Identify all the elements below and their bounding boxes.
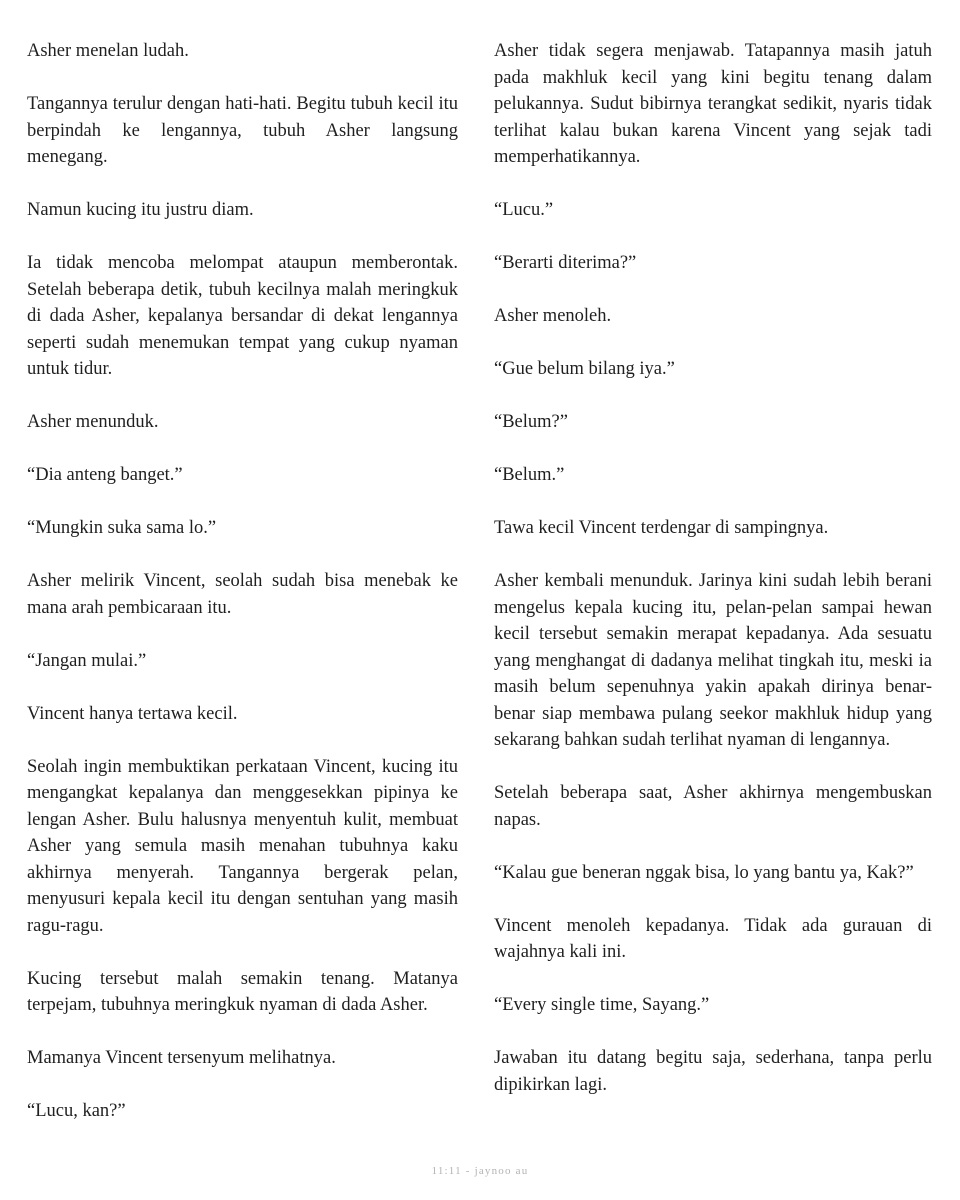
- paragraph: Setelah beberapa saat, Asher akhirnya mengembuskan napas.: [494, 783, 932, 830]
- paragraph: “Lucu.”: [494, 200, 554, 220]
- paragraph: Asher menunduk.: [27, 412, 159, 432]
- paragraph: Vincent menoleh kepadanya. Tidak ada gurauan di wajahnya kali ini.: [494, 915, 932, 962]
- paragraph: Tangannya terulur dengan hati-hati. Begitu tubuh kecil itu berpindah ke lengannya, tubuh Asher langsung menegang.: [27, 94, 458, 167]
- paragraph: “Mungkin suka sama lo.”: [27, 518, 217, 538]
- paragraph: “Every single time, Sayang.”: [494, 995, 710, 1015]
- page-footer: 11:11 - jaynoo au: [431, 1165, 529, 1177]
- paragraph: Ia tidak mencoba melompat ataupun memberontak. Setelah beberapa detik, tubuh kecilnya malah meringkuk di dada Asher, kepalanya bersandar di dekat lengannya seperti sudah menemukan tempat yang cukup nyaman untuk tidur.: [27, 253, 458, 379]
- paragraph: Asher menoleh.: [494, 306, 612, 326]
- paragraph: Kucing tersebut malah semakin tenang. Matanya terpejam, tubuhnya meringkuk nyaman di dada Asher.: [27, 968, 458, 1015]
- paragraph: “Lucu, kan?”: [27, 1101, 126, 1121]
- paragraph: Asher kembali menunduk. Jarinya kini sudah lebih berani mengelus kepala kucing itu, pelan-pelan sampai hewan kecil tersebut semakin merapat kepadanya. Ada sesuatu yang menghangat di dadanya melihat tingkah itu, meski ia masih belum sepenuhnya yakin apakah dirinya benar-benar siap membawa pulang seekor makhluk hidup yang sekarang bahkan sudah terlihat nyaman di lengannya.: [494, 571, 932, 750]
- paragraph: “Berarti diterima?”: [494, 253, 637, 273]
- paragraph: Mamanya Vincent tersenyum melihatnya.: [27, 1048, 336, 1068]
- paragraph: Seolah ingin membuktikan perkataan Vincent, kucing itu mengangkat kepalanya dan menggesekkan pipinya ke lengan Asher. Bulu halusnya menyentuh kulit, membuat Asher yang semula masih menahan tubuhnya kaku akhirnya menyerah. Tangannya bergerak pelan, menyusuri kepala kecil itu dengan sentuhan yang masih ragu-ragu.: [27, 756, 458, 936]
- paragraph: Asher menelan ludah.: [27, 41, 189, 61]
- right-column: [494, 38, 932, 1125]
- paragraph: Asher melirik Vincent, seolah sudah bisa menebak ke mana arah pembicaraan itu.: [27, 571, 458, 618]
- paragraph: Asher tidak segera menjawab. Tatapannya masih jatuh pada makhluk kecil yang kini begitu tenang dalam pelukannya. Sudut bibirnya terangkat sedikit, nyaris tidak terlihat kalau bukan karena Vincent yang sejak tadi memperhatikannya.: [494, 41, 932, 167]
- paragraph: “Belum?”: [494, 412, 568, 432]
- paragraph: Tawa kecil Vincent terdengar di sampingnya.: [494, 518, 829, 538]
- paragraph: “Dia anteng banget.”: [27, 465, 183, 485]
- paragraph: “Jangan mulai.”: [27, 650, 147, 671]
- paragraph: Namun kucing itu justru diam.: [27, 200, 254, 220]
- paragraph: Vincent hanya tertawa kecil.: [27, 703, 238, 724]
- paragraph: “Kalau gue beneran nggak bisa, lo yang bantu ya, Kak?”: [494, 862, 914, 883]
- paragraph: Jawaban itu datang begitu saja, sederhana, tanpa perlu dipikirkan lagi.: [494, 1048, 932, 1095]
- left-column: [27, 38, 458, 1151]
- paragraph: “Gue belum bilang iya.”: [494, 359, 675, 379]
- paragraph: “Belum.”: [494, 465, 565, 485]
